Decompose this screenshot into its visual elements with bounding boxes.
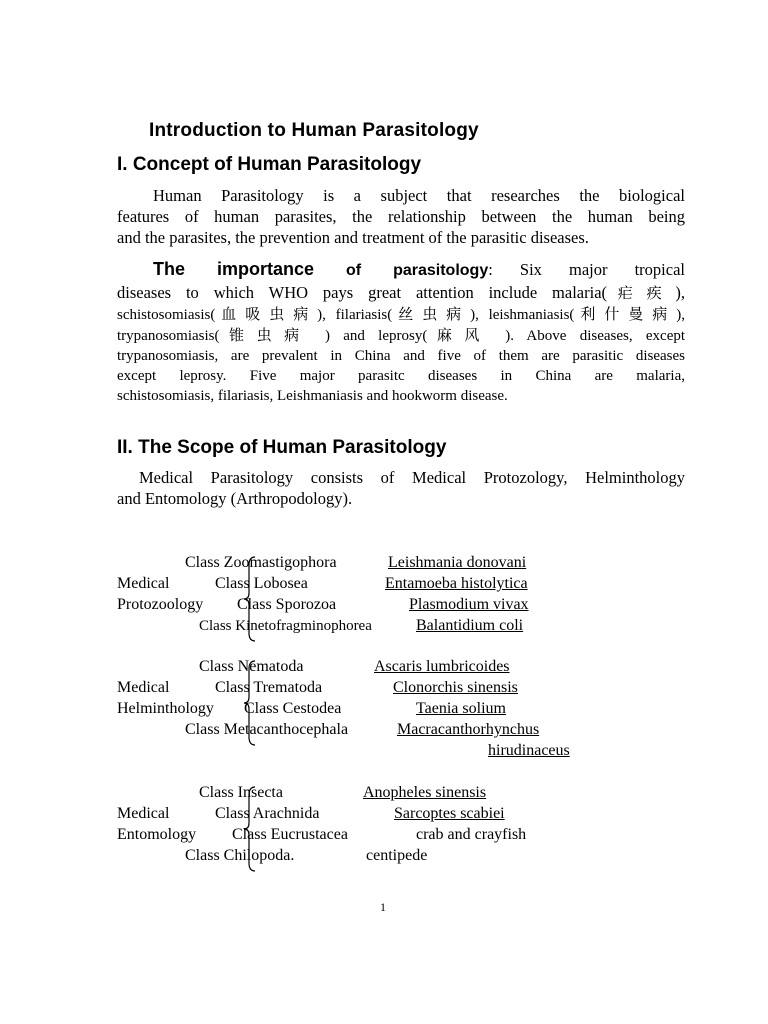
- group-label-line: Medical: [117, 805, 170, 822]
- text-line: features of human parasites, the relationship between the human being: [117, 207, 685, 226]
- example-species: Leishmania donovani: [388, 554, 527, 571]
- class-name: Class Zoomastigophora: [185, 554, 337, 571]
- example-species: Balantidium coli: [416, 617, 524, 634]
- text-line: and Entomology (Arthropodology).: [117, 489, 353, 508]
- class-name: Class Metacanthocephala: [185, 721, 349, 738]
- text-line: except leprosy. Five major parasitc diseases in China are malaria,: [117, 368, 685, 384]
- example-species: Plasmodium vivax: [409, 596, 529, 613]
- scope-paragraph: [117, 467, 685, 509]
- text-line: schistosomiasis(血吸虫病), filariasis(丝虫病), leishmaniasis(利什曼病),: [117, 305, 685, 323]
- section-heading-scope: II. The Scope of Human Parasitology: [117, 437, 447, 458]
- class-name: Class Insecta: [199, 784, 283, 801]
- text-line: trypanosomiasis, are prevalent in China and five of them are parasitic diseases: [117, 348, 685, 364]
- class-name: Class Lobosea: [215, 575, 308, 592]
- text-line: The importance of parasitology: Six major tropical: [153, 259, 685, 279]
- class-name: Class Eucrustacea: [232, 826, 348, 843]
- example-species: Entamoeba histolytica: [385, 575, 528, 592]
- group-label-line: Medical: [117, 679, 170, 696]
- class-name: Class Chilopoda.: [185, 847, 295, 864]
- section-heading-concept: I. Concept of Human Parasitology: [117, 154, 422, 175]
- page-title: Introduction to Human Parasitology: [149, 120, 479, 141]
- text-line: Medical Parasitology consists of Medical Protozology, Helminthology: [139, 468, 685, 487]
- text-line: schistosomiasis, filariasis, Leishmaniasis and hookworm disease.: [117, 388, 508, 404]
- class-name: Class Kinetofragminophorea: [199, 618, 372, 634]
- text-line: diseases to which WHO pays great attention include malaria(疟疾),: [117, 283, 685, 302]
- group-label-line: Protozoology: [117, 596, 204, 613]
- class-name: Class Trematoda: [215, 679, 323, 696]
- text-line: trypanosomiasis(锥虫病 ) and leprosy(麻风 ). Above diseases, except: [117, 326, 686, 344]
- importance-paragraph: [117, 258, 685, 406]
- class-name: Class Nematoda: [199, 658, 304, 675]
- text-line: Human Parasitology is a subject that researches the biological: [153, 186, 685, 205]
- class-name: Class Sporozoa: [237, 596, 337, 613]
- group-label-line: Medical: [117, 575, 170, 592]
- concept-paragraph: [117, 185, 685, 248]
- importance-phrase: The importance of parasitology: [153, 259, 489, 279]
- group-label-line: Helminthology: [117, 700, 214, 717]
- example-species: Sarcoptes scabiei: [394, 805, 505, 822]
- class-name: Class Cestodea: [244, 700, 342, 717]
- group-label-line: Entomology: [117, 826, 197, 843]
- example-species: Clonorchis sinensis: [393, 679, 518, 696]
- example-species: crab and crayfish: [416, 826, 527, 843]
- example-species: Ascaris lumbricoides: [374, 658, 510, 675]
- example-species: Anopheles sinensis: [363, 784, 487, 801]
- example-species-continued: hirudinaceus: [488, 742, 570, 759]
- page-number: 1: [380, 900, 386, 914]
- example-species: Taenia solium: [416, 700, 506, 717]
- example-species: centipede: [366, 847, 428, 864]
- example-species: Macracanthorhynchus: [397, 721, 540, 738]
- text-line: and the parasites, the prevention and treatment of the parasitic diseases.: [117, 228, 589, 247]
- class-name: Class Arachnida: [215, 805, 320, 822]
